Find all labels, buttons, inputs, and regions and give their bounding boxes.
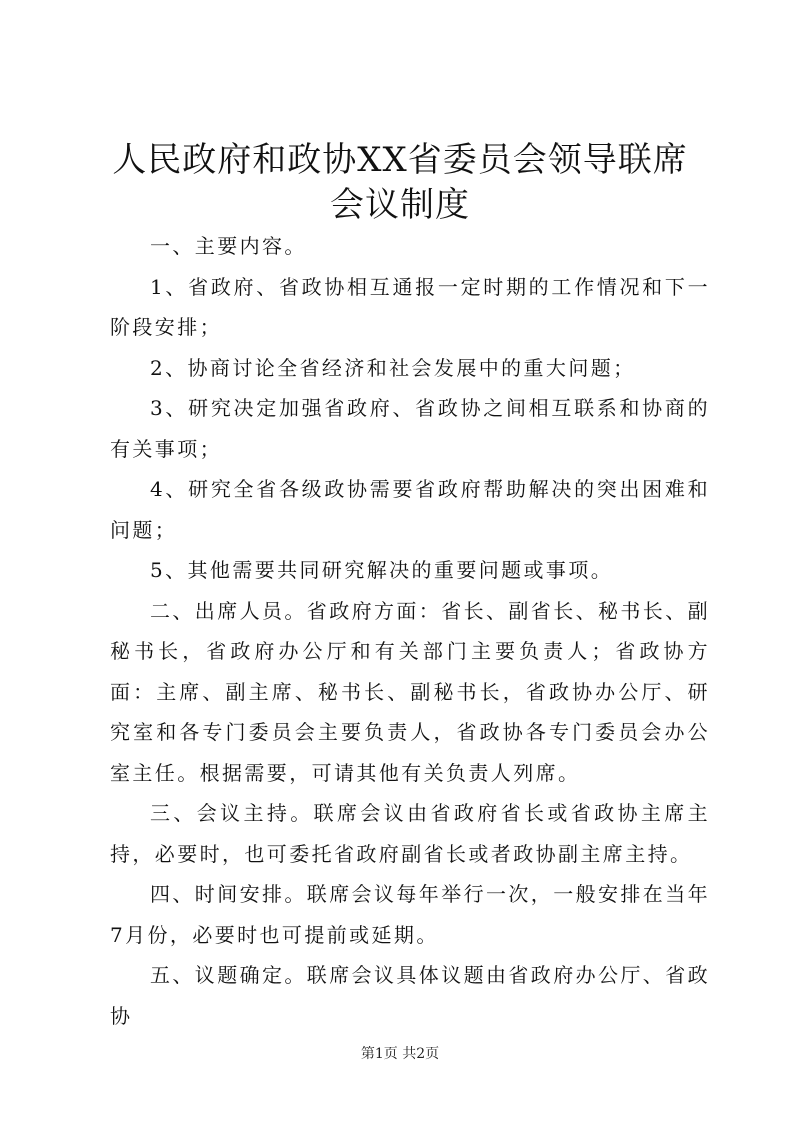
paragraph-item-5: 5、其他需要共同研究解决的重要问题或事项。 [150,558,614,582]
paragraph-item-4: 4、研究全省各级政协需要省政府帮助解决的突出困难和问题； [110,477,710,542]
document-body [110,226,710,1036]
paragraph-section-1-heading: 一、主要内容。 [150,234,307,258]
paragraph-item-3: 3、研究决定加强省政府、省政协之间相互联系和协商的有关事项； [110,396,710,461]
paragraph-section-2-attendees: 二、出席人员。省政府方面：省长、副省长、秘书长、副秘书长，省政府办公厅和有关部门主要负责人；省政协方面：主席、副主席、秘书长、副秘书长，省政协办公厅、研究室和各专门委员会主要负责人，省政协各专门委员会办公室主任。根据需要，可请其他有关负责人列席。 [110,598,710,785]
page-number-footer: 第1页 共2页 [360,1046,440,1062]
paragraph-item-2: 2、协商讨论全省经济和社会发展中的重大问题； [150,355,636,380]
paragraph-item-1: 1、省政府、省政协相互通报一定时期的工作情况和下一阶段安排； [110,274,710,339]
document-title: 人民政府和政协XX省委员会领导联席会议制度 [112,140,688,225]
paragraph-section-3-chair: 三、会议主持。联席会议由省政府省长或省政协主席主持，必要时，也可委托省政府副省长或者政协副主席主持。 [110,801,710,866]
paragraph-section-5-agenda: 五、议题确定。联席会议具体议题由省政府办公厅、省政协 [110,963,710,1028]
paragraph-section-4-schedule: 四、时间安排。联席会议每年举行一次，一般安排在当年7月份，必要时也可提前或延期。 [110,882,710,947]
